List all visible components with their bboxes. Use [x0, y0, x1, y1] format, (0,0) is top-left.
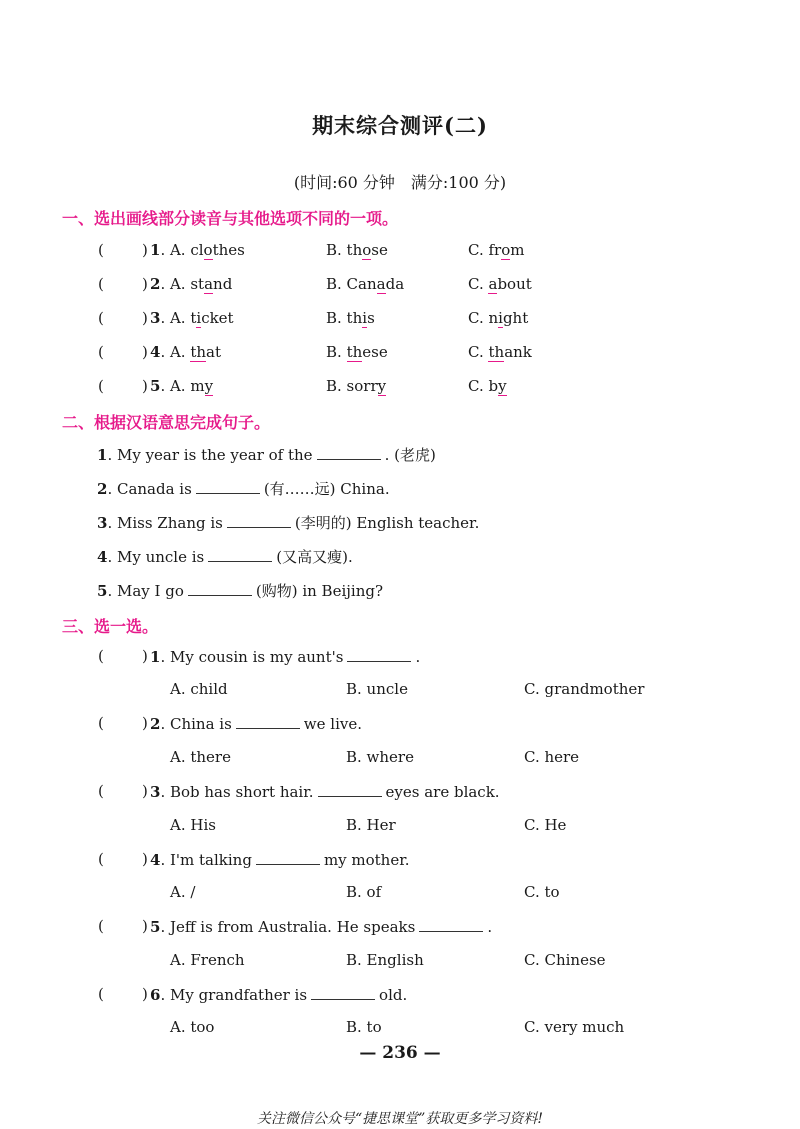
- question-text: [150, 850, 410, 869]
- answer-blank[interactable]: [188, 581, 252, 596]
- question-stem-end: we live.: [303, 715, 362, 733]
- underlined-letters: o: [362, 241, 372, 259]
- question-text: [150, 714, 362, 733]
- option-c: [468, 377, 507, 395]
- option-a: [150, 309, 234, 327]
- option-a-text: . A. m: [160, 377, 205, 395]
- question-number: 4: [150, 851, 161, 869]
- answer-blank[interactable]: [347, 647, 411, 662]
- underlined-letters: y: [204, 377, 214, 395]
- answer-close-paren: ): [142, 917, 148, 935]
- question-number: 1: [150, 648, 161, 666]
- option-b-text: B. Can: [326, 275, 377, 293]
- answer-open-paren: (: [98, 850, 104, 868]
- answer-open-paren: (: [98, 782, 104, 800]
- underlined-letters: a: [204, 275, 214, 293]
- option-a-text: . A. st: [160, 275, 205, 293]
- question-number: 6: [150, 986, 161, 1004]
- sentence-hint: (又高又瘦).: [276, 548, 353, 566]
- choice-b[interactable]: B. to: [346, 1018, 382, 1036]
- option-c: [468, 275, 532, 293]
- sentence-hint: (有……远) China.: [263, 480, 390, 498]
- option-a: [150, 275, 232, 293]
- question-number: 5: [97, 582, 108, 600]
- option-c: [468, 309, 528, 327]
- question-text: [150, 985, 407, 1004]
- question-stem: . China is: [160, 715, 232, 733]
- question-text: [150, 647, 420, 666]
- answer-open-paren: (: [98, 377, 104, 395]
- option-a: [150, 377, 213, 395]
- question-stem-end: eyes are black.: [385, 783, 500, 801]
- underlined-letters: y: [498, 377, 507, 395]
- option-b-text-end: s: [367, 309, 375, 327]
- underlined-letters: o: [501, 241, 511, 259]
- option-b: [326, 377, 386, 395]
- answer-close-paren: ): [142, 343, 148, 361]
- question-stem-end: old.: [379, 986, 408, 1004]
- answer-close-paren: ): [142, 985, 148, 1003]
- question-stem: . Jeff is from Australia. He speaks: [160, 918, 416, 936]
- exam-info: (时间:60 分钟 满分:100 分): [293, 173, 507, 192]
- sentence-item: [97, 478, 390, 499]
- answer-open-paren: (: [98, 917, 104, 935]
- option-c-text: C.: [468, 275, 489, 293]
- answer-open-paren: (: [98, 241, 104, 259]
- question-text: [150, 782, 500, 801]
- sentence-hint: (李明的) English teacher.: [294, 514, 480, 532]
- question-number: 5: [150, 918, 161, 936]
- answer-blank[interactable]: [318, 782, 382, 797]
- question-text: [150, 917, 492, 936]
- option-c-text-end: ank: [504, 343, 532, 361]
- option-c-text: C. fr: [468, 241, 502, 259]
- answer-close-paren: ): [142, 377, 148, 395]
- question-number: 2: [150, 275, 161, 293]
- answer-close-paren: ): [142, 275, 148, 293]
- question-number: 4: [150, 343, 161, 361]
- answer-open-paren: (: [98, 343, 104, 361]
- question-stem: . My grandfather is: [160, 986, 308, 1004]
- choice-a[interactable]: A. /: [170, 883, 196, 901]
- option-b-text-end: se: [371, 241, 388, 259]
- question-number: 2: [97, 480, 108, 498]
- underlined-letters: y: [377, 377, 387, 395]
- option-b-text: B. sorr: [326, 377, 378, 395]
- page-number: — 236 —: [359, 1043, 441, 1063]
- answer-open-paren: (: [98, 275, 104, 293]
- question-number: 5: [150, 377, 161, 395]
- section-2-heading: 二、根据汉语意思完成句子。: [62, 413, 271, 432]
- question-number: 3: [150, 783, 161, 801]
- question-stem-end: .: [415, 648, 421, 666]
- choice-c[interactable]: C. here: [524, 748, 580, 766]
- option-c-text-end: bout: [497, 275, 532, 293]
- footer-note: 关注微信公众号“捷思课堂”获取更多学习资料!: [257, 1111, 543, 1127]
- option-c-text: C.: [468, 343, 489, 361]
- question-number: 4: [97, 548, 108, 566]
- option-c: [468, 241, 524, 259]
- option-a-text-end: cket: [201, 309, 234, 327]
- option-c-text: C. n: [468, 309, 499, 327]
- question-stem-end: my mother.: [323, 851, 410, 869]
- answer-blank[interactable]: [317, 445, 381, 460]
- choice-c[interactable]: C. He: [524, 816, 567, 834]
- sentence-hint: . (老虎): [384, 446, 436, 464]
- answer-open-paren: (: [98, 985, 104, 1003]
- question-number: 2: [150, 715, 161, 733]
- sentence-text: . Miss Zhang is: [107, 514, 223, 532]
- option-a: [150, 241, 245, 259]
- question-number: 3: [150, 309, 161, 327]
- underlined-letters: a: [376, 275, 386, 293]
- option-a-text-end: at: [206, 343, 222, 361]
- section-3-heading: 三、选一选。: [62, 617, 159, 636]
- underlined-letters: th: [190, 343, 207, 361]
- option-a-text-end: thes: [212, 241, 245, 259]
- choice-b[interactable]: B. of: [346, 883, 382, 901]
- question-stem: . Bob has short hair.: [160, 783, 314, 801]
- underlined-letters: i: [498, 309, 503, 327]
- option-b-text-end: da: [385, 275, 405, 293]
- option-c-text-end: ght: [502, 309, 529, 327]
- answer-close-paren: ): [142, 309, 148, 327]
- sentence-text: . My uncle is: [107, 548, 205, 566]
- sentence-item: [97, 512, 479, 533]
- choice-c[interactable]: C. very much: [524, 1018, 625, 1036]
- answer-close-paren: ): [142, 241, 148, 259]
- section-1-heading: 一、选出画线部分读音与其他选项不同的一项。: [62, 209, 399, 228]
- option-a-text: . A. t: [160, 309, 197, 327]
- choice-a[interactable]: A. His: [170, 816, 216, 834]
- answer-blank[interactable]: [256, 850, 320, 865]
- choice-c[interactable]: C. to: [524, 883, 560, 901]
- underlined-letters: a: [488, 275, 498, 293]
- answer-blank[interactable]: [419, 917, 483, 932]
- answer-open-paren: (: [98, 647, 104, 665]
- option-b-text: B. th: [326, 241, 363, 259]
- question-number: 1: [97, 446, 108, 464]
- choice-b[interactable]: B. Her: [346, 816, 396, 834]
- sentence-item: [97, 546, 353, 567]
- answer-open-paren: (: [98, 714, 104, 732]
- underlined-letters: th: [488, 343, 505, 361]
- answer-close-paren: ): [142, 647, 148, 665]
- option-b: [326, 275, 404, 293]
- underlined-letters: o: [203, 241, 213, 259]
- answer-blank[interactable]: [196, 479, 260, 494]
- option-a-text: . A.: [160, 343, 191, 361]
- option-b: [326, 309, 375, 327]
- underlined-letters: i: [196, 309, 202, 327]
- question-number: 3: [97, 514, 108, 532]
- question-number: 1: [150, 241, 161, 259]
- sentence-text: . May I go: [107, 582, 184, 600]
- option-b-text: B. th: [326, 309, 363, 327]
- answer-open-paren: (: [98, 309, 104, 327]
- answer-close-paren: ): [142, 850, 148, 868]
- choice-b[interactable]: B. where: [346, 748, 414, 766]
- answer-close-paren: ): [142, 782, 148, 800]
- answer-blank[interactable]: [236, 714, 300, 729]
- option-c-text: C. b: [468, 377, 499, 395]
- option-a-text: . A. cl: [160, 241, 204, 259]
- option-b: [326, 343, 388, 361]
- choice-c[interactable]: C. grandmother: [524, 680, 645, 698]
- choice-a[interactable]: A. too: [170, 1018, 215, 1036]
- question-stem-end: .: [487, 918, 493, 936]
- sentence-text: . Canada is: [107, 480, 192, 498]
- sentence-item: [97, 444, 436, 465]
- page-title: 期末综合测评(二): [312, 113, 488, 138]
- question-stem: . My cousin is my aunt's: [160, 648, 344, 666]
- sentence-text: . My year is the year of the: [107, 446, 313, 464]
- underlined-letters: th: [346, 343, 363, 361]
- option-a-text-end: nd: [213, 275, 233, 293]
- choice-a[interactable]: A. French: [170, 951, 245, 969]
- option-c: [468, 343, 532, 361]
- option-a: [150, 343, 221, 361]
- question-stem: . I'm talking: [160, 851, 252, 869]
- option-b-text-end: ese: [362, 343, 388, 361]
- answer-close-paren: ): [142, 714, 148, 732]
- answer-blank[interactable]: [227, 513, 291, 528]
- choice-b[interactable]: B. English: [346, 951, 424, 969]
- option-b-text: B.: [326, 343, 347, 361]
- answer-blank[interactable]: [208, 547, 272, 562]
- underlined-letters: i: [362, 309, 368, 327]
- answer-blank[interactable]: [311, 985, 375, 1000]
- option-b: [326, 241, 388, 259]
- sentence-item: [97, 580, 383, 601]
- choice-c[interactable]: C. Chinese: [524, 951, 606, 969]
- choice-b[interactable]: B. uncle: [346, 680, 408, 698]
- option-c-text-end: m: [510, 241, 525, 259]
- choice-a[interactable]: A. child: [170, 680, 228, 698]
- choice-a[interactable]: A. there: [170, 748, 231, 766]
- sentence-hint: (购物) in Beijing?: [255, 582, 383, 600]
